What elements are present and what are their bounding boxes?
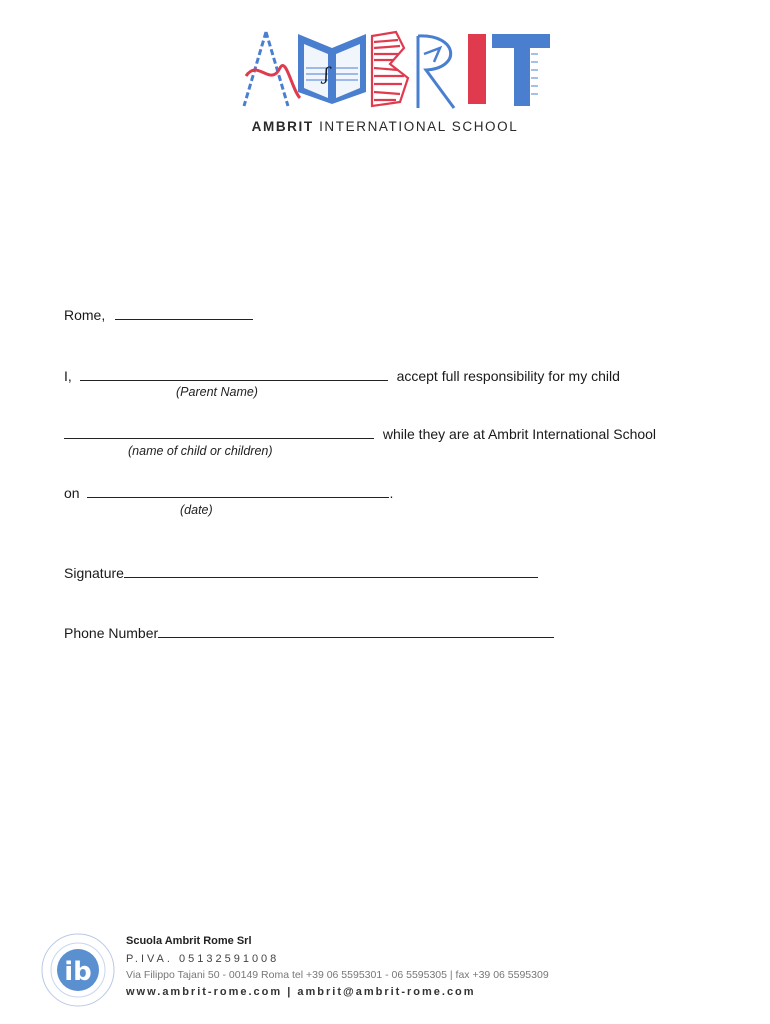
parent-prefix: I, bbox=[64, 368, 72, 384]
logo-letter-m-book bbox=[298, 34, 366, 104]
signature-blank[interactable] bbox=[124, 563, 538, 578]
ambrit-logo bbox=[240, 28, 560, 112]
date-blank[interactable] bbox=[87, 483, 389, 498]
school-name-bold: AMBRIT bbox=[251, 119, 314, 134]
phone-label: Phone Number bbox=[64, 625, 159, 641]
parent-caption: (Parent Name) bbox=[176, 385, 258, 399]
logo-letter-a bbox=[244, 32, 288, 106]
svg-text:ib: ib bbox=[64, 957, 92, 987]
date-suffix: . bbox=[389, 485, 394, 501]
date-prefix: on bbox=[64, 485, 80, 501]
logo-red-swirl bbox=[246, 65, 300, 98]
phone-blank[interactable] bbox=[158, 623, 554, 638]
svg-text:ʃ: ʃ bbox=[324, 64, 329, 85]
logo-letter-t bbox=[492, 34, 550, 106]
child-line bbox=[64, 424, 656, 442]
date-line bbox=[64, 483, 393, 501]
footer-web[interactable]: www.ambrit-rome.com | ambrit@ambrit-rome.com bbox=[126, 986, 476, 998]
parent-suffix: accept full responsibility for my child bbox=[396, 368, 620, 384]
ib-seal-icon bbox=[40, 932, 116, 1008]
footer-company: Scuola Ambrit Rome Srl bbox=[126, 935, 252, 947]
signature-label: Signature bbox=[64, 565, 124, 581]
footer-piva: P.IVA. 05132591008 bbox=[126, 953, 280, 965]
place-line bbox=[64, 305, 253, 323]
school-name bbox=[0, 119, 770, 134]
parent-line bbox=[64, 366, 620, 384]
child-caption: (name of child or children) bbox=[128, 444, 273, 458]
place-blank[interactable] bbox=[115, 305, 253, 320]
logo-letter-i bbox=[468, 34, 486, 104]
signature-line bbox=[64, 563, 538, 581]
parent-name-blank[interactable] bbox=[80, 366, 388, 381]
footer-address: Via Filippo Tajani 50 - 00149 Roma tel +39 06 5595301 - 06 5595305 | fax +39 06 5595309 bbox=[126, 969, 549, 981]
child-suffix: while they are at Ambrit International School bbox=[382, 426, 657, 442]
logo-letter-r bbox=[418, 36, 454, 108]
school-name-rest: INTERNATIONAL SCHOOL bbox=[313, 119, 519, 134]
child-name-blank[interactable] bbox=[64, 424, 374, 439]
phone-line bbox=[64, 623, 554, 641]
place-label: Rome, bbox=[64, 307, 106, 323]
logo-letter-b bbox=[372, 32, 408, 106]
date-caption: (date) bbox=[180, 503, 213, 517]
